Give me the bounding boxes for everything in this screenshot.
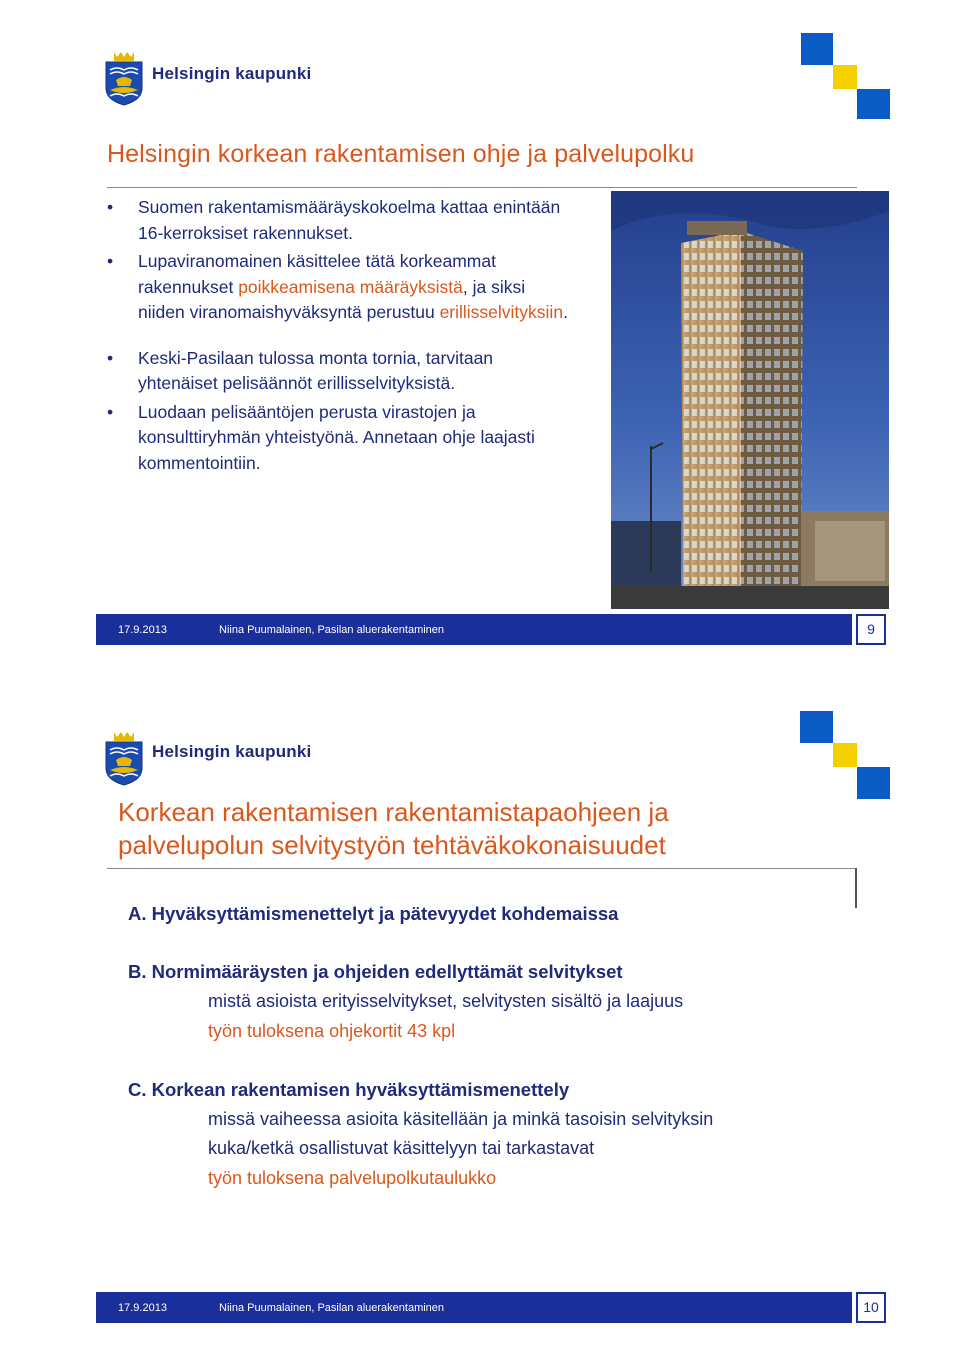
slide-divider (0, 668, 960, 678)
decor-square-blue (857, 767, 890, 799)
slide-title (118, 796, 669, 862)
section-c-line: kuka/ketkä osallistuvat käsittelyyn tai tarkastavat (208, 1138, 595, 1158)
helsinki-crest-logo (104, 730, 144, 786)
decor-square-blue (800, 711, 833, 743)
section-c-result: työn tuloksena palvelupolkutaulukko (208, 1168, 497, 1188)
decor-square-blue (857, 89, 890, 119)
title-rule (107, 187, 857, 188)
page-number: 9 (856, 614, 886, 645)
decor-square-yellow (833, 65, 857, 89)
title-rule-edge (855, 868, 857, 908)
section-c-line: missä vaiheessa asioita käsitellään ja minkä tasoisin selvityksin (208, 1109, 714, 1129)
footer-author: Niina Puumalainen, Pasilan aluerakentaminen (219, 1302, 445, 1314)
page-number: 10 (856, 1292, 886, 1323)
section-b-result: työn tuloksena ohjekortit 43 kpl (208, 1021, 456, 1041)
list-item: • Suomen rakentamismääräyskokoelma kattaa enintään 16-kerroksiset rakennukset. (105, 195, 575, 246)
footer-bar (96, 614, 852, 645)
title-line-1: Korkean rakentamisen rakentamistapaohjeen ja (118, 797, 669, 827)
list-item: • Lupaviranomainen käsittelee tätä korkeammat rakennukset poikkeamisena määräyksistä, ja siksi niiden viranomaishyväksyntä perustuu erillisselvityksiin. (105, 249, 575, 326)
footer-date: 17.9.2013 (118, 1302, 167, 1314)
helsinki-crest-logo (104, 50, 144, 106)
bullet-list (105, 195, 575, 479)
section-b-line: mistä asioista erityisselvitykset, selvitysten sisältö ja laajuus (208, 991, 684, 1011)
section-a-heading: A. Hyväksyttämismenettelyt ja pätevyydet kohdemaissa (128, 903, 619, 924)
tower-building-photo (611, 191, 889, 609)
decor-square-yellow (833, 743, 857, 767)
section-c-heading: C. Korkean rakentamisen hyväksyttämismenettely (128, 1079, 570, 1100)
section-b-heading: B. Normimääräysten ja ohjeiden edellyttämät selvitykset (128, 961, 623, 982)
slide-9 (0, 0, 960, 668)
footer-author: Niina Puumalainen, Pasilan aluerakentaminen (219, 624, 445, 636)
city-logo-text: Helsingin kaupunki (152, 64, 312, 83)
city-logo-text: Helsingin kaupunki (152, 742, 312, 761)
slide-title: Helsingin korkean rakentamisen ohje ja palvelupolku (107, 140, 695, 168)
decor-square-blue (801, 33, 833, 65)
title-line-2: palvelupolun selvitystyön tehtäväkokonaisuudet (118, 830, 666, 860)
footer-bar (96, 1292, 852, 1323)
list-item: • Keski-Pasilaan tulossa monta tornia, tarvitaan yhtenäiset pelisäännöt erillisselvityksistä. (105, 346, 575, 397)
footer-date: 17.9.2013 (118, 624, 167, 636)
slide-10 (0, 678, 960, 1358)
list-item: • Luodaan pelisääntöjen perusta virastojen ja konsulttiryhmän yhteistyönä. Annetaan ohje laajasti kommentointiin. (105, 400, 575, 477)
title-rule (107, 868, 857, 869)
